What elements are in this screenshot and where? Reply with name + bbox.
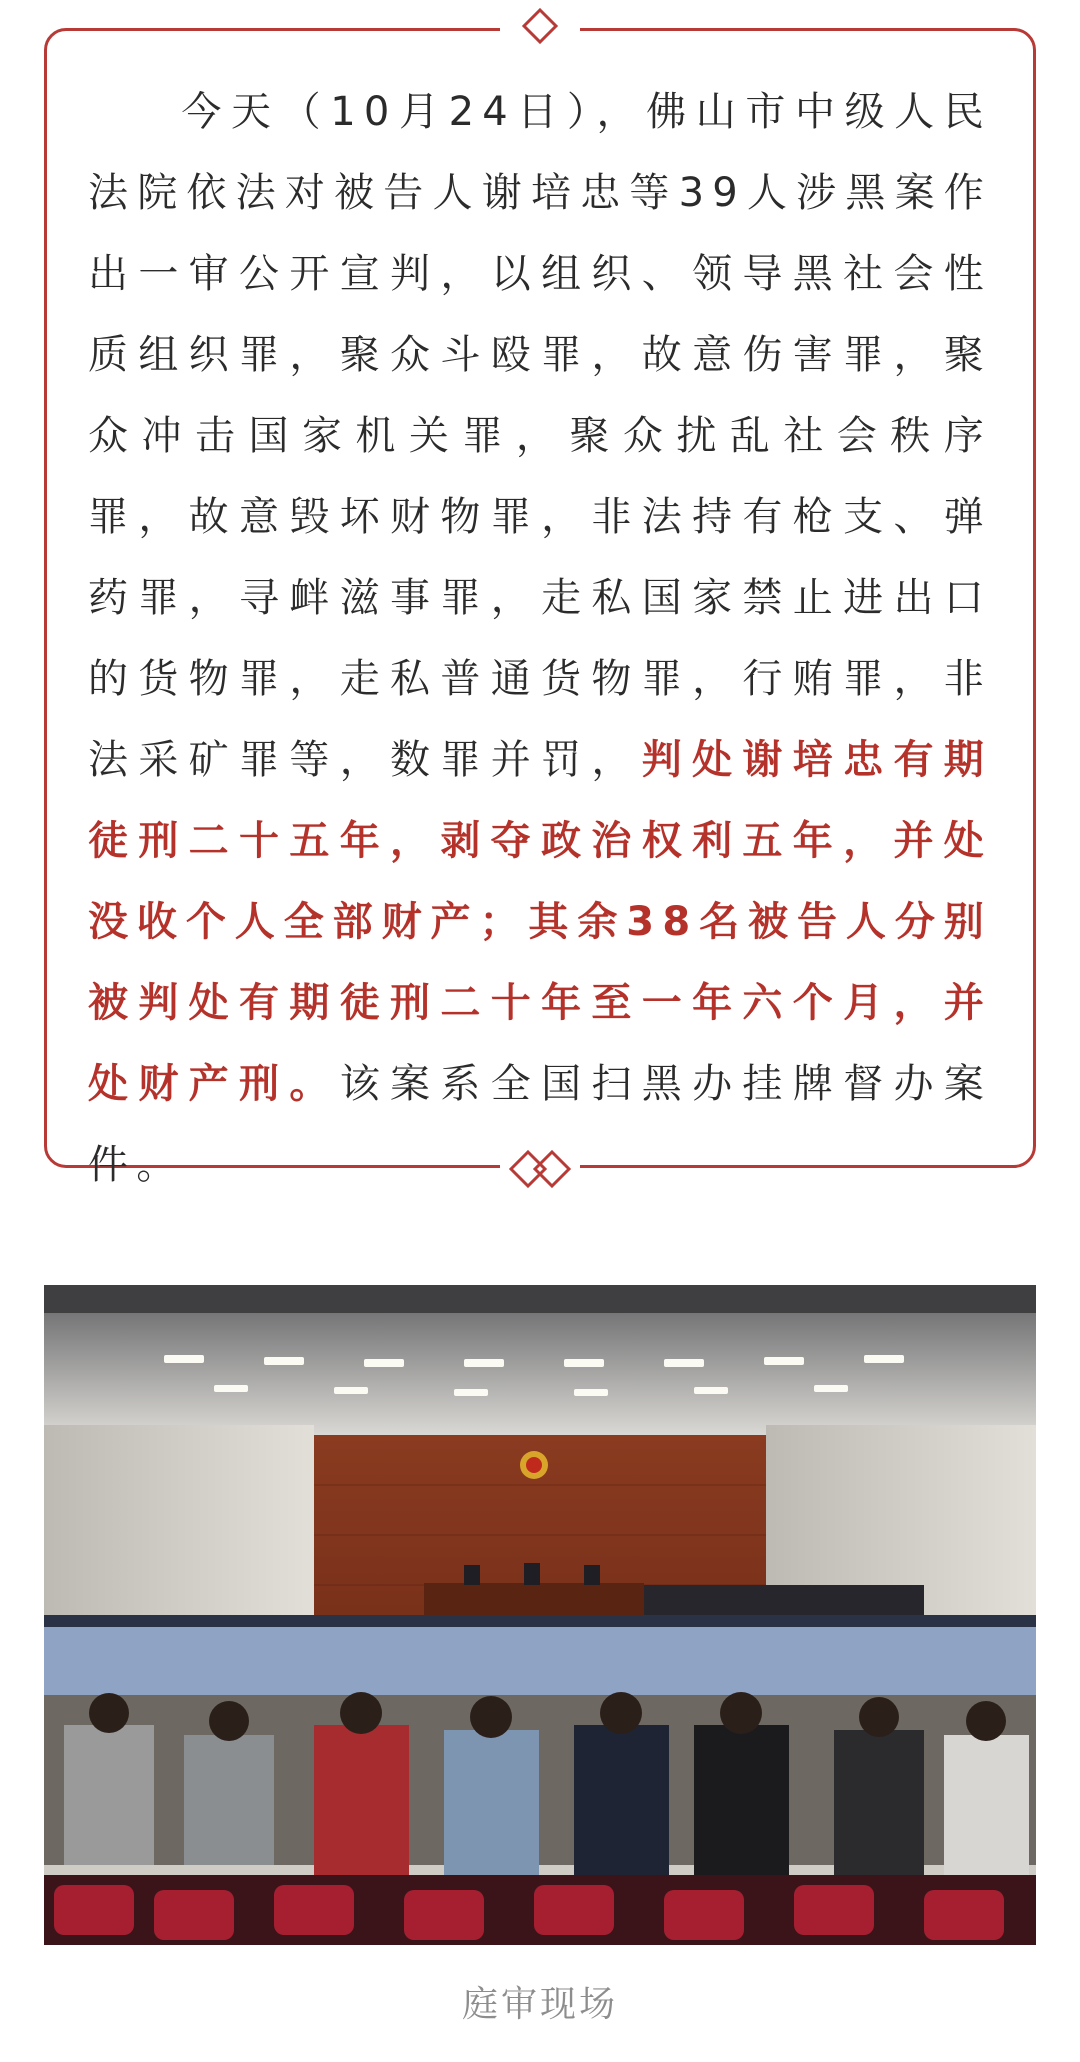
article-tail-text: 该案系全国扫黑办挂牌督办案件。 <box>88 1061 992 1188</box>
photo-caption: 庭审现场 <box>461 1984 618 2025</box>
courtroom-photo <box>44 1285 1036 1945</box>
frame-top-ornament <box>0 0 1080 60</box>
article-lead-text: 今天（10月24日），佛山市中级人民法院依法对被告人谢培忠等39人涉黑案作出一审公开宣判，以组织、领导黑社会性质组织罪，聚众斗殴罪，故意伤害罪，聚众冲击国家机关罪，聚众扰乱社会秩序罪，故意毁坏财物罪，非法持有枪支、弹药罪，寻衅滋事罪，走私国家禁止进出口的货物罪，走私普通货物罪，行贿罪，非法采矿罪等，数罪并罚， <box>88 89 992 783</box>
article-paragraph <box>88 72 992 1206</box>
article-highlight-text: 判处谢培忠有期徒刑二十五年，剥夺政治权利五年，并处没收个人全部财产；其余38名被告人分别被判处有期徒刑二十年至一年六个月，并处财产刑。 <box>88 737 992 1107</box>
